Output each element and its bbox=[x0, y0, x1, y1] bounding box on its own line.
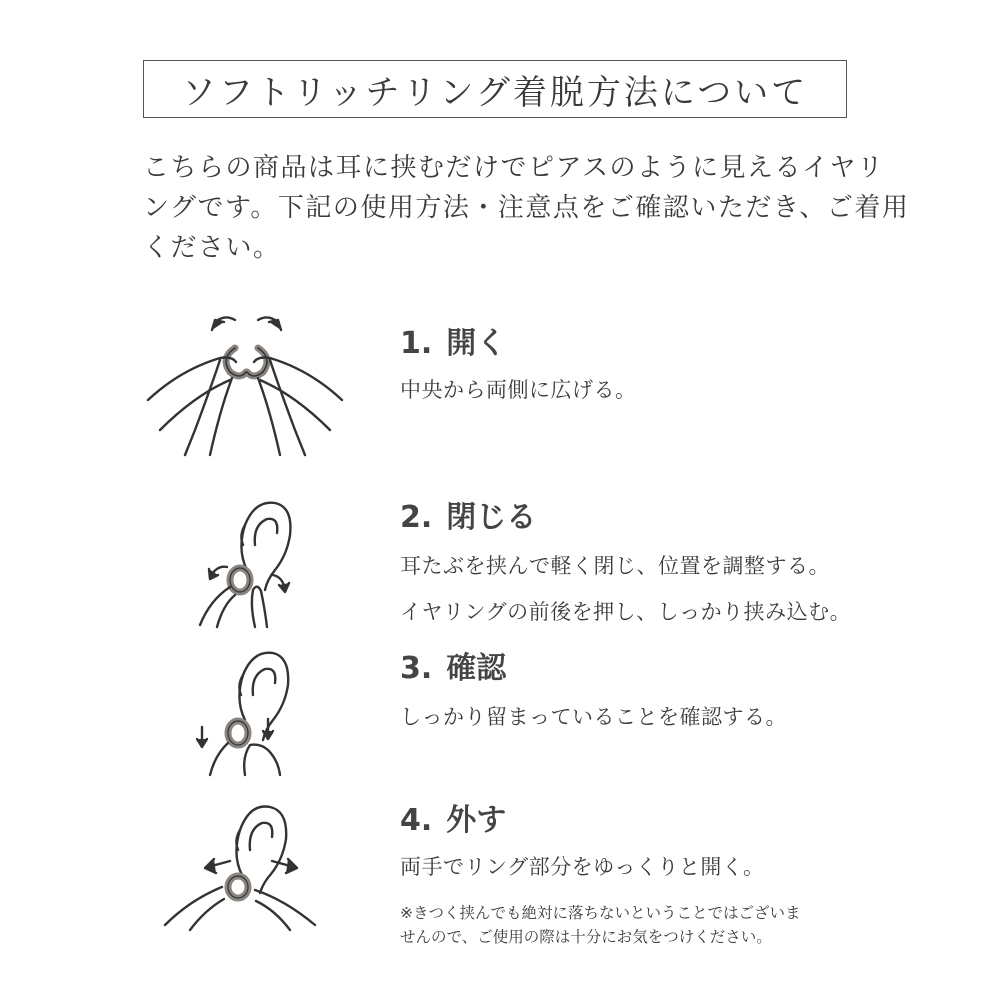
caution-note-line: ※きつく挟んでも絶対に落ちないということではございま bbox=[400, 904, 801, 922]
intro-line: こちらの商品は耳に挟むだけでピアスのように見えるイヤリ bbox=[143, 153, 885, 183]
intro-line: ください。 bbox=[143, 233, 281, 263]
step-heading: 外す bbox=[446, 803, 507, 838]
ear-closing-ring-icon bbox=[195, 495, 305, 630]
page-title: ソフトリッチリング着脱方法について bbox=[181, 72, 809, 113]
intro-line: ングです。下記の使用方法・注意点をご確認いただき、ご着用 bbox=[143, 193, 910, 223]
title-box bbox=[143, 60, 847, 118]
step-3 bbox=[400, 643, 787, 731]
step-number: 1. bbox=[400, 326, 433, 361]
step-heading: 閉じる bbox=[446, 500, 537, 535]
hands-opening-ring-icon bbox=[140, 300, 350, 460]
step-title bbox=[400, 643, 787, 687]
step-title bbox=[400, 795, 801, 839]
step-heading: 確認 bbox=[446, 651, 507, 686]
step-number: 3. bbox=[400, 651, 433, 686]
caution-note-line: せんので、ご使用の際は十分にお気をつけください。 bbox=[400, 928, 772, 946]
step-description: 耳たぶを挟んで軽く閉じ、位置を調整する。 bbox=[400, 554, 830, 578]
step-2 bbox=[400, 492, 851, 626]
step-4 bbox=[400, 795, 801, 949]
step-description: しっかり留まっていることを確認する。 bbox=[400, 705, 787, 729]
step-title bbox=[400, 318, 637, 362]
step-number: 4. bbox=[400, 803, 433, 838]
step-description: イヤリングの前後を押し、しっかり挟み込む。 bbox=[400, 600, 852, 624]
ear-removing-ring-icon bbox=[160, 795, 320, 935]
step-number: 2. bbox=[400, 500, 433, 535]
step-description: 両手でリング部分をゆっくりと開く。 bbox=[400, 855, 765, 879]
intro-paragraph bbox=[143, 148, 910, 268]
step-title bbox=[400, 492, 851, 536]
step-1 bbox=[400, 318, 637, 404]
step-description: 中央から両側に広げる。 bbox=[400, 378, 637, 402]
step-heading: 開く bbox=[446, 326, 507, 361]
ear-check-ring-icon bbox=[190, 645, 300, 780]
caution-note bbox=[400, 901, 801, 949]
